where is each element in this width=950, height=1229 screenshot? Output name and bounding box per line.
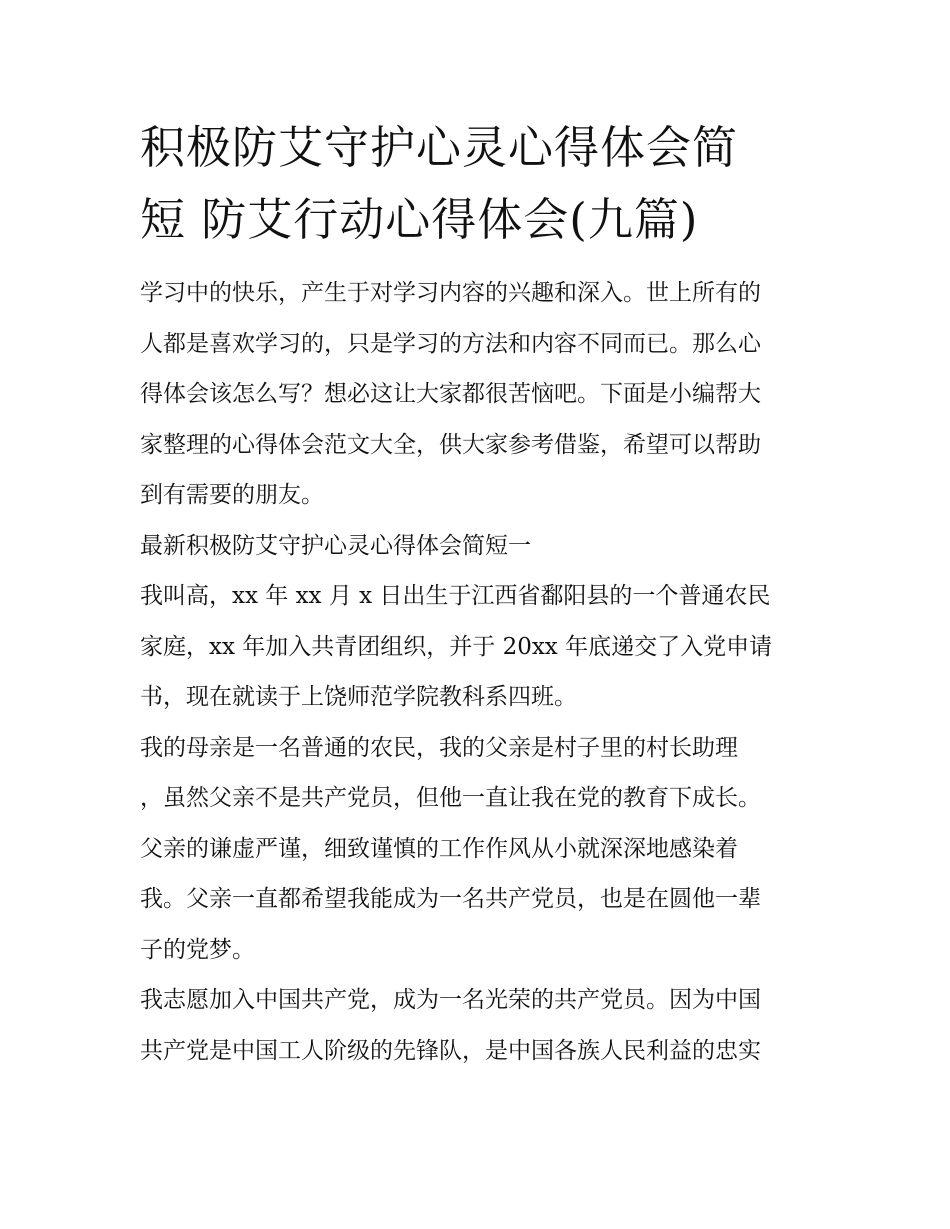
text-line: 到有需要的朋友。 [140, 482, 324, 508]
text-line: ，虽然父亲不是共产党员，但他一直让我在党的教育下成长。 [140, 785, 761, 811]
section-heading: 最新积极防艾守护心灵心得体会简短一 [140, 532, 531, 559]
text-line: 我志愿加入中国共产党，成为一名光荣的共产党员。因为中国 [140, 987, 761, 1013]
title-line: 短 防艾行动心得体会(九篇) [140, 193, 699, 246]
text-line: 学习中的快乐，产生于对学习内容的兴趣和深入。世上所有的 [140, 280, 761, 306]
document-page [140, 112, 820, 1076]
text-line: 我叫高，xx 年 xx 月 x 日出生于江西省鄱阳县的一个普通农民 [140, 583, 771, 609]
intro-paragraph [140, 268, 820, 521]
paragraph-3 [140, 975, 820, 1076]
text-line: 家庭，xx 年加入共青团组织，并于 20xx 年底递交了入党申请 [140, 633, 773, 660]
text-line: 我。父亲一直都希望我能成为一名共产党员，也是在圆他一辈 [140, 886, 761, 912]
text-line: 家整理的心得体会范文大全，供大家参考借鉴，希望可以帮助 [140, 431, 761, 458]
document-title [140, 112, 820, 256]
paragraph-1 [140, 571, 820, 723]
text-line: 书，现在就读于上饶师范学院教科系四班。 [140, 684, 577, 710]
text-line: 子的党梦。 [140, 936, 255, 963]
text-line: 我的母亲是一名普通的农民，我的父亲是村子里的村长助理 [140, 734, 738, 761]
paragraph-2 [140, 723, 820, 976]
text-line: 人都是喜欢学习的，只是学习的方法和内容不同而已。那么心 [140, 330, 761, 357]
title-line: 积极防艾守护心灵心得体会简 [140, 121, 739, 174]
text-line: 父亲的谦虚严谨，细致谨慎的工作作风从小就深深地感染着 [140, 835, 738, 862]
text-line: 共产党是中国工人阶级的先锋队，是中国各族人民利益的忠实 [140, 1037, 761, 1064]
text-line: 得体会该怎么写？想必这让大家都很苦恼吧。下面是小编帮大 [140, 381, 761, 407]
